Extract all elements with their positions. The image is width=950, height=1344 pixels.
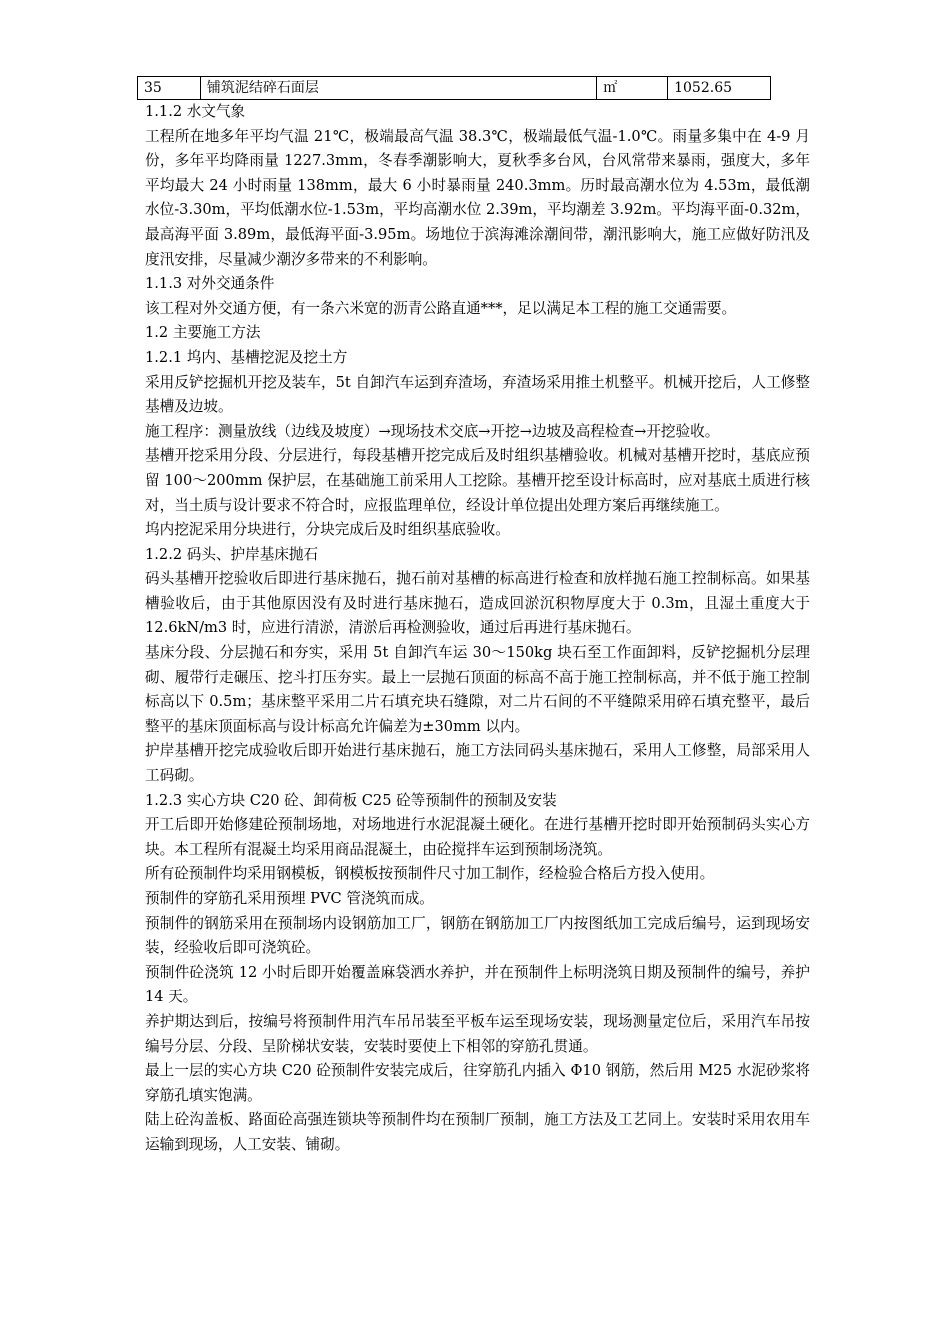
paragraph: 采用反铲挖掘机开挖及装车，5t 自卸汽车运到弃渣场，弃渣场采用推土机整平。机械开挖后，人工修整基槽及边坡。 bbox=[145, 373, 810, 416]
paragraph: 施工程序：测量放线（边线及坡度）→现场技术交底→开挖→边坡及高程检查→开挖验收。 bbox=[145, 422, 720, 440]
paragraph: 码头基槽开挖验收后即进行基床抛石，抛石前对基槽的标高进行检查和放样抛石施工控制标高。如果基槽验收后，由于其他原因没有及时进行基床抛石，造成回淤沉积物厚度大于 0.3m，且湿土重度大于 12.6kN/m3 时，应进行清淤，清淤后再检测验收，通过后再进行基床抛石。 bbox=[145, 570, 810, 637]
section-heading: 1.2.1 坞内、基槽挖泥及挖土方 bbox=[145, 348, 348, 366]
section-heading: 1.2 主要施工方法 bbox=[145, 324, 261, 342]
paragraph: 工程所在地多年平均气温 21℃，极端最高气温 38.3℃，极端最低气温-1.0℃。雨量多集中在 4-9 月份，多年平均降雨量 1227.3mm，冬春季潮影响大，夏秋季多台风，台风常带来暴雨，强度大，多年平均最大 24 小时雨量 138mm，最大 6 小时暴雨量 240.3mm。历时最高潮水位为 4.53m，最低潮水位-3.30m，平均低潮水位-1.53m，平均高潮水位 2.39m，平均潮差 3.92m。平均海平面-0.32m，最高海平面 3.89m，最低海平面-3.95m。场地位于滨海滩涂潮间带，潮汛影响大，施工应做好防汛及度汛安排，尽量减少潮汐多带来的不利影响。 bbox=[145, 127, 810, 268]
section-heading: 1.2.2 码头、护岸基床抛石 bbox=[145, 545, 319, 563]
paragraph: 养护期达到后，按编号将预制件用汽车吊吊装至平板车运至现场安装，现场测量定位后，采用汽车吊按编号分层、分段、呈阶梯状安装，安装时要使上下相邻的穿筋孔贯通。 bbox=[145, 1012, 810, 1055]
paragraph: 开工后即开始修建砼预制场地，对场地进行水泥混凝土硬化。在进行基槽开挖时即开始预制码头实心方块。本工程所有混凝土均采用商品混凝土，由砼搅拌车运到预制场浇筑。 bbox=[145, 816, 810, 858]
document-page bbox=[145, 76, 810, 1158]
paragraph: 预制件的穿筋孔采用预埋 PVC 管浇筑而成。 bbox=[145, 890, 434, 907]
paragraph: 该工程对外交通方便，有一条六米宽的沥青公路直通***，足以满足本工程的施工交通需要。 bbox=[145, 299, 737, 317]
paragraph: 最上一层的实心方块 C20 砼预制件安装完成后，往穿筋孔内插入 Φ10 钢筋，然后用 M25 水泥砂浆将穿筋孔填实饱满。 bbox=[145, 1062, 810, 1104]
quantity-cell: 1052.65 bbox=[668, 77, 771, 100]
paragraph: 基床分段、分层抛石和夯实，采用 5t 自卸汽车运 30～150kg 块石至工作面卸料，反铲挖掘机分层理砌、履带行走碾压、挖斗打压夯实。最上一层抛石顶面的标高不高于施工控制标高，并不低于施工控制标高以下 0.5m；基床整平采用二片石填充块石缝隙，对二片石间的不平缝隙采用碎石填充整平，最后整平的基床顶面标高与设计标高允许偏差为±30mm 以内。 bbox=[145, 644, 810, 735]
quantity-table bbox=[137, 76, 771, 100]
paragraph: 基槽开挖采用分段、分层进行，每段基槽开挖完成后及时组织基槽验收。机械对基槽开挖时，基底应预留 100～200mm 保护层，在基础施工前采用人工挖除。基槽开挖至设计标高时，应对基底土质进行核对，当土质与设计要求不符合时，应报监理单位，经设计单位提出处理方案后再继续施工。 bbox=[145, 447, 810, 514]
table-row bbox=[138, 77, 771, 100]
item-name-cell: 铺筑泥结碎石面层 bbox=[200, 77, 596, 100]
paragraph: 坞内挖泥采用分块进行，分块完成后及时组织基底验收。 bbox=[145, 521, 510, 539]
section-heading: 1.1.2 水文气象 bbox=[145, 103, 246, 120]
paragraph: 陆上砼沟盖板、路面砼高强连锁块等预制件均在预制厂预制，施工方法及工艺同上。安装时采用农用车运输到现场，人工安装、铺砌。 bbox=[145, 1111, 810, 1153]
item-number-cell: 35 bbox=[138, 77, 201, 100]
document-body bbox=[145, 100, 810, 1158]
paragraph: 所有砼预制件均采用钢模板，钢模板按预制件尺寸加工制作，经检验合格后方投入使用。 bbox=[145, 865, 715, 883]
paragraph: 预制件的钢筋采用在预制场内设钢筋加工厂，钢筋在钢筋加工厂内按图纸加工完成后编号，运到现场安装，经验收后即可浇筑砼。 bbox=[145, 914, 810, 957]
section-heading: 1.2.3 实心方块 C20 砼、卸荷板 C25 砼等预制件的预制及安装 bbox=[145, 791, 557, 809]
paragraph: 护岸基槽开挖完成验收后即开始进行基床抛石，施工方法同码头基床抛石，采用人工修整，局部采用人工码砌。 bbox=[145, 742, 810, 785]
paragraph: 预制件砼浇筑 12 小时后即开始覆盖麻袋洒水养护，并在预制件上标明浇筑日期及预制件的编号，养护 14 天。 bbox=[145, 963, 810, 1006]
section-heading: 1.1.3 对外交通条件 bbox=[145, 275, 275, 293]
unit-cell: ㎡ bbox=[597, 77, 668, 100]
